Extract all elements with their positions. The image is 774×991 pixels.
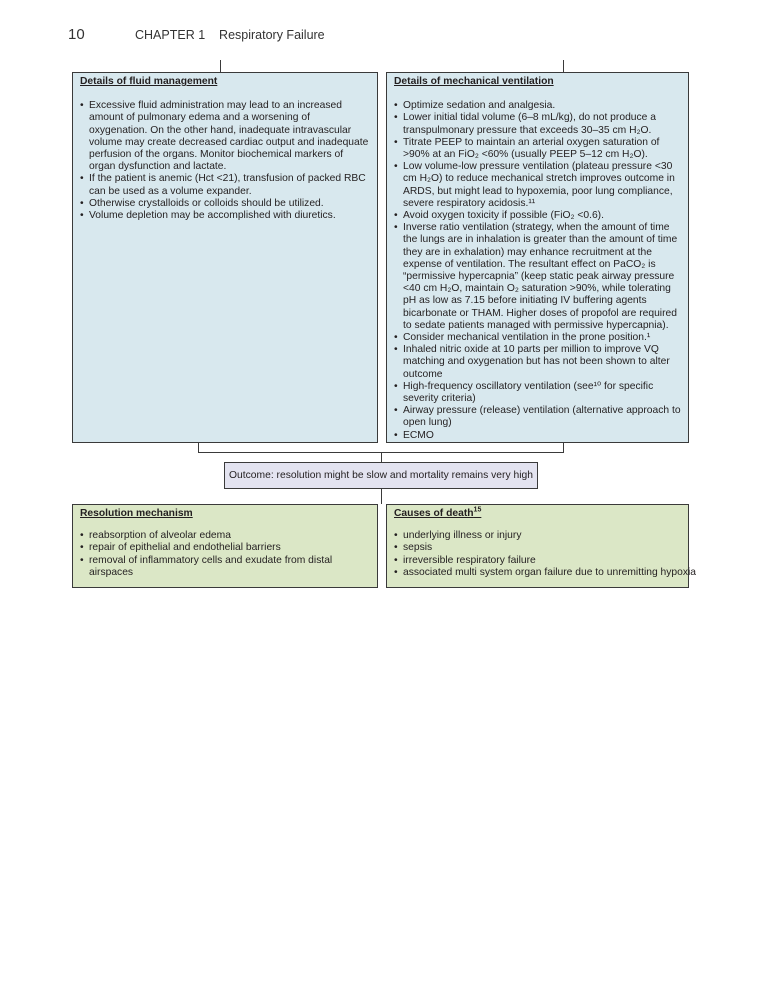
resolution-mechanism-box (72, 504, 378, 588)
causes-of-death-title (394, 508, 685, 520)
causes-of-death-list (394, 530, 697, 579)
fluid-management-box (72, 72, 378, 443)
connector-to-outcome (381, 452, 382, 462)
causes-of-death-box (386, 504, 697, 588)
list-item: • Consider mechanical ventilation in the prone position.¹ (394, 332, 682, 344)
mechanical-ventilation-title: Details of mechanical ventilation (394, 76, 554, 87)
list-item: • Avoid oxygen toxicity if possible (FiO₂ <0.6). (394, 210, 682, 222)
list-item: • Otherwise crystalloids or colloids should be utilized. (80, 198, 371, 210)
resolution-mechanism-title: Resolution mechanism (80, 508, 193, 519)
list-item: • irreversible respiratory failure (394, 555, 685, 567)
causes-of-death-title-text: Causes of death (394, 508, 474, 519)
list-item: • ECMO (394, 430, 682, 442)
resolution-mechanism-list (80, 530, 371, 579)
list-item: • High-frequency oscillatory ventilation (see¹⁰ for specific severity criteria) (394, 381, 682, 405)
list-item: • Inverse ratio ventilation (strategy, when the amount of time the lungs are in inhalation is greater than the amount of time they are in exhalation) may enhance recruitment at the expense of ventilation. The resultant effect on PaCO₂ is “permissive hypercapnia” (keep static peak airway pressure <40 cm H₂O, maintain O₂ saturation >90%, while tolerating pH as low as 7.15 before initiating IV buffering agents bicarbonate or THAM. Higher doses of propofol are required to sedate patients managed with permissive hypercapnia). (394, 222, 682, 332)
list-item: • repair of epithelial and endothelial barriers (80, 542, 371, 554)
list-item: • Optimize sedation and analgesia. (394, 100, 682, 112)
chapter-heading: CHAPTER 1 Respiratory Failure (135, 28, 325, 42)
connector-top-right (563, 60, 564, 72)
list-item: • Low volume-low pressure ventilation (plateau pressure <30 cm H₂O) to reduce mechanical stretch improves outcome in ARDS, but might lead to hypoxemia, poor lung compliance, severe respiratory acidosis.¹¹ (394, 161, 682, 210)
list-item: • reabsorption of alveolar edema (80, 530, 371, 542)
connector-top-left (220, 60, 221, 72)
mechanical-ventilation-box (386, 72, 689, 443)
list-item: • sepsis (394, 542, 685, 554)
connector-outcome-down (381, 488, 382, 504)
list-item: • If the patient is anemic (Hct <21), transfusion of packed RBC can be used as a volume expander. (80, 173, 371, 197)
page-number: 10 (68, 26, 85, 43)
list-item: • Excessive fluid administration may lead to an increased amount of pulmonary edema and a worsening of oxygenation. On the other hand, inadequate intravascular volume may create decreased cardiac output and inadequate perfusion of the organs. Monitor biochemical markers of organ dysfunction and lactate. (80, 100, 371, 173)
causes-of-death-footnote: 15 (473, 506, 482, 514)
list-item: • underlying illness or injury (394, 530, 685, 542)
list-item: • associated multi system organ failure due to unremitting hypoxia (394, 567, 685, 579)
outcome-box (224, 462, 538, 489)
list-item: • removal of inflammatory cells and exudate from distal airspaces (80, 555, 371, 579)
list-item: • Titrate PEEP to maintain an arterial oxygen saturation of >90% at an FiO₂ <60% (usually PEEP 5–12 cm H₂O). (394, 137, 682, 161)
list-item: • Airway pressure (release) ventilation (alternative approach to open lung) (394, 405, 682, 429)
list-item: • Lower initial tidal volume (6–8 mL/kg), do not produce a transpulmonary pressure that exceeds 30–35 cm H₂O. (394, 112, 682, 136)
outcome-text: Outcome: resolution might be slow and mortality remains very high (229, 470, 533, 481)
list-item: • Inhaled nitric oxide at 10 parts per million to improve VQ matching and oxygenation but has not been shown to alter outcome (394, 344, 682, 381)
fluid-management-title: Details of fluid management (80, 76, 218, 87)
list-item: • Volume depletion may be accomplished with diuretics. (80, 210, 371, 222)
mechanical-ventilation-list (394, 100, 682, 442)
fluid-management-list (80, 100, 371, 222)
